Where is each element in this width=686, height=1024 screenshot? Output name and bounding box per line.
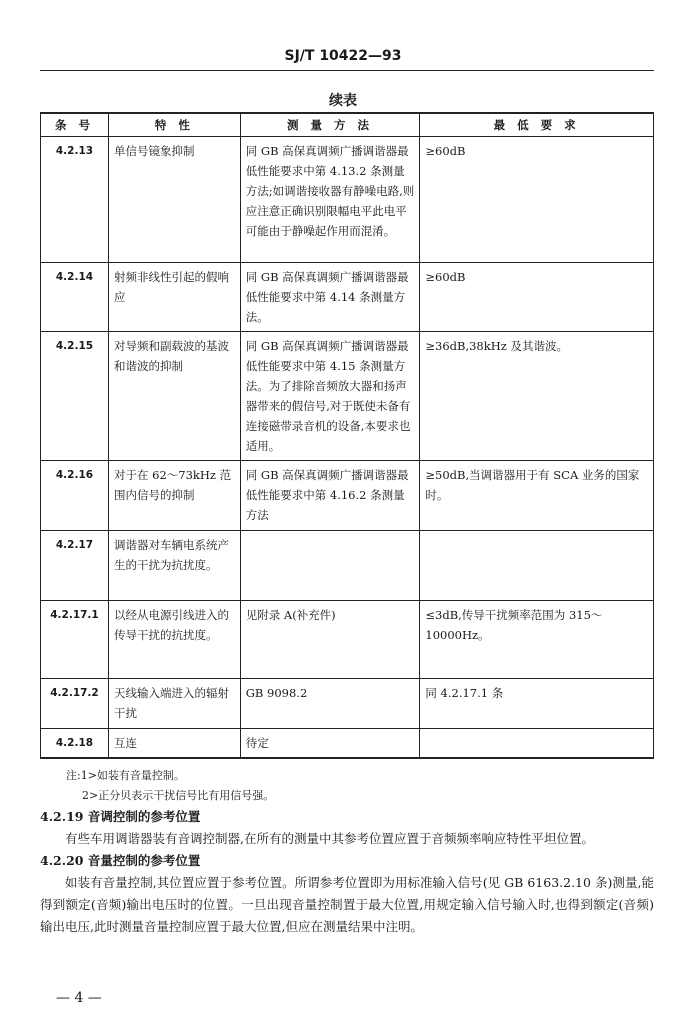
method-cell: GB 9098.2	[240, 679, 420, 729]
requirement-cell: ≥60dB	[420, 263, 654, 332]
method-cell: 见附录 A(补充件)	[240, 601, 420, 679]
requirement-cell: ≤3dB,传导干扰频率范围为 315～10000Hz。	[420, 601, 654, 679]
method-cell: 待定	[240, 729, 420, 759]
clause-number: 4.2.15	[41, 332, 109, 461]
table-notes	[66, 766, 274, 806]
table-header-row	[41, 113, 654, 137]
clause-number: 4.2.17.2	[41, 679, 109, 729]
requirement-cell: ≥50dB,当调谐器用于有 SCA 业务的国家时。	[420, 461, 654, 531]
page-number: — 4 —	[56, 990, 102, 1006]
table-row	[41, 263, 654, 332]
col-header-feature: 特 性	[108, 113, 240, 137]
section-heading: 4.2.19 音调控制的参考位置	[40, 809, 201, 824]
section-heading: 4.2.20 音量控制的参考位置	[40, 853, 201, 868]
col-header-requirement: 最 低 要 求	[420, 113, 654, 137]
spec-table	[40, 112, 654, 759]
feature-cell: 互连	[108, 729, 240, 759]
col-header-clause: 条 号	[41, 113, 109, 137]
table-row	[41, 531, 654, 601]
body-text	[40, 806, 654, 938]
requirement-cell: ≥60dB	[420, 137, 654, 263]
col-header-method: 测 量 方 法	[240, 113, 420, 137]
clause-number: 4.2.16	[41, 461, 109, 531]
method-cell: 同 GB 高保真调频广播调谐器最低性能要求中第 4.15 条测量方法。为了排除音频放大器和扬声器带来的假信号,对于既使未备有连接磁带录音机的设备,本要求也适用。	[240, 332, 420, 461]
clause-number: 4.2.18	[41, 729, 109, 759]
table-row	[41, 679, 654, 729]
clause-number: 4.2.14	[41, 263, 109, 332]
table-row	[41, 461, 654, 531]
feature-cell: 射频非线性引起的假响应	[108, 263, 240, 332]
method-cell: 同 GB 高保真调频广播调谐器最低性能要求中第 4.14 条测量方法。	[240, 263, 420, 332]
note-line: 2>正分贝表示干扰信号比有用信号强。	[82, 789, 275, 802]
requirement-cell: ≥36dB,38kHz 及其谐波。	[420, 332, 654, 461]
section-paragraph: 有些车用调谐器装有音调控制器,在所有的测量中其参考位置应置于音频频率响应特性平坦位置。	[65, 831, 594, 846]
method-cell	[240, 531, 420, 601]
note-line: 注:1>如装有音量控制。	[66, 769, 185, 782]
feature-cell: 天线输入端进入的辐射干扰	[108, 679, 240, 729]
header-rule	[40, 70, 654, 71]
table-caption: 续表	[329, 93, 357, 109]
method-cell: 同 GB 高保真调频广播调谐器最低性能要求中第 4.13.2 条测量方法;如调谐接收器有静噪电路,则应注意正确识别限幅电平此电平可能由于静噪起作用而混淆。	[240, 137, 420, 263]
feature-cell: 对于在 62～73kHz 范围内信号的抑制	[108, 461, 240, 531]
section-paragraph: 如装有音量控制,其位置应置于参考位置。所谓参考位置即为用标准输入信号(见 GB 6163.2.10 条)测量,能得到额定(音频)输出电压时的位置。一旦出现音量控制置于最大位置,用规定输入信号输入时,也得到额定(音频)输出电压,此时测量音量控制应置于最大位置,但应在测量结果中注明。	[40, 875, 654, 934]
feature-cell: 单信号镜象抑制	[108, 137, 240, 263]
table-row	[41, 729, 654, 759]
clause-number: 4.2.17.1	[41, 601, 109, 679]
clause-number: 4.2.17	[41, 531, 109, 601]
table-row	[41, 332, 654, 461]
feature-cell: 调谐器对车辆电系统产生的干扰为抗扰度。	[108, 531, 240, 601]
method-cell: 同 GB 高保真调频广播调谐器最低性能要求中第 4.16.2 条测量方法	[240, 461, 420, 531]
table-row	[41, 601, 654, 679]
feature-cell: 以经从电源引线进入的传导干扰的抗扰度。	[108, 601, 240, 679]
doc-code-header: SJ/T 10422—93	[284, 48, 402, 64]
requirement-cell	[420, 531, 654, 601]
feature-cell: 对导频和副载波的基波和谐波的抑制	[108, 332, 240, 461]
table-row	[41, 137, 654, 263]
requirement-cell: 同 4.2.17.1 条	[420, 679, 654, 729]
clause-number: 4.2.13	[41, 137, 109, 263]
requirement-cell	[420, 729, 654, 759]
